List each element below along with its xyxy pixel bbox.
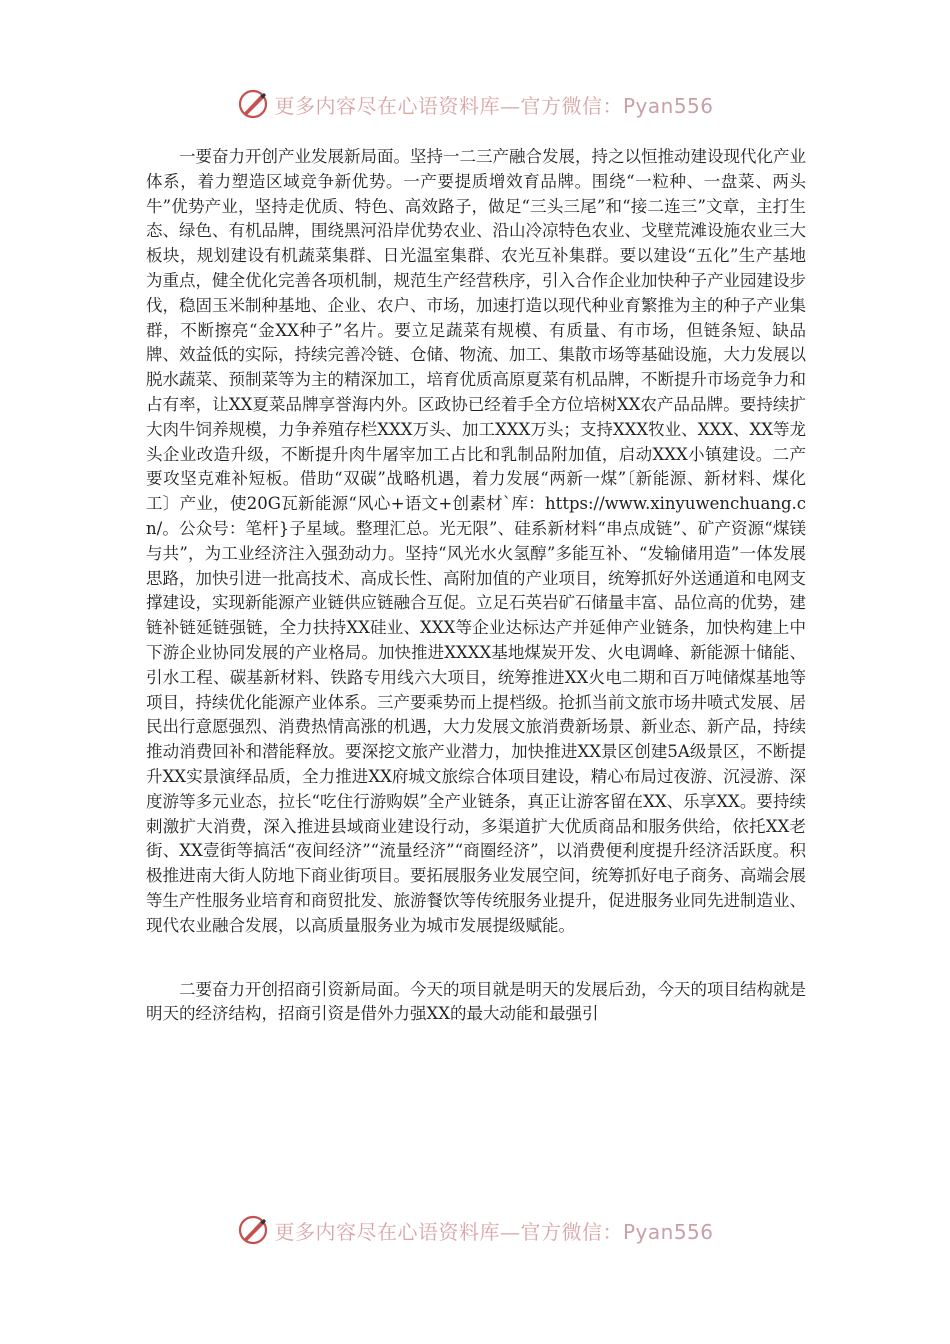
watermark-account: Pyan556 (622, 1219, 714, 1244)
pen-logo-icon (236, 1213, 270, 1247)
paragraph-investment-promotion: 二要奋力开创招商引资新局面。今天的项目就是明天的发展后劲，今天的项目结构就是明天的经济结构，招商引资是借外力强XX的最大动能和最强引 (146, 979, 806, 1024)
watermark-text: 更多内容尽在心语资料库—官方微信：Pyan556 (274, 93, 714, 118)
watermark-text: 更多内容尽在心语资料库—官方微信：Pyan556 (274, 1219, 714, 1244)
paragraph-industry-development: 一要奋力开创产业发展新局面。坚持一二三产融合发展，持之以恒推动建设现代化产业体系，着力塑造区域竞争新优势。一产要提质增效育品牌。围绕“一粒种、一盘菜、两头牛”优势产业，坚持走优质、特色、高效路子，做足“三头三尾”和“接二连三”文章，主打生态、绿色、有机品牌，围绕黑河沿岸优势农业、沿山冷凉特色农业、戈壁荒滩设施农业三大板块，规划建设有机蔬菜集群、日光温室集群、农光互补集群。要以建设“五化”生产基地为重点，健全优化完善各项机制，规范生产经营秩序，引入合作企业加快种子产业园建设步伐，稳固玉米制种基地、企业、农户、市场，加速打造以现代种业育繁推为主的种子产业集群，不断擦亮“金XX种子”名片。要立足蔬菜有规模、有质量、有市场，但链条短、缺品牌、效益低的实际，持续完善冷链、仓储、物流、加工、集散市场等基础设施，大力发展以脱水蔬菜、预制菜等为主的精深加工，培育优质高原夏菜有机品牌，不断提升市场竞争力和占有率，让XX夏菜品牌享誉海内外。区政协已经着手全方位培树XX农产品品牌。要持续扩大肉牛饲养规模，力争养殖存栏XXX万头、加工XXX万头；支持XXX牧业、XXX、XX等龙头企业改造升级，不断提升肉牛屠宰加工占比和乳制品附加值，启动XXX小镇建设。二产要攻坚克难补短板。借助“双碳”战略机遇，着力发展“两新一煤”〔新能源、新材料、煤化工〕产业，使20G瓦新能源“风心+语文+创素材`库：https://www.xinyuwenchuang.cn/。公众号：笔杆}子星域。整理汇总。光无限”、硅系新材料“串点成链”、矿产资源“煤镁与共”，为工业经济注入强劲动力。坚持“风光水火氢醇”多能互补、“发输储用造”一体发展思路，加快引进一批高技术、高成长性、高附加值的产业项目，统筹抓好外送通道和电网支撑建设，实现新能源产业链供应链融合互促。立足石英岩矿石储量丰富、品位高的优势，建链补链延链强链，全力扶持XX硅业、XXX等企业达标达产并延伸产业链条，加快构建上中下游企业协同发展的产业格局。加快推进XXXX基地煤炭开发、火电调峰、新能源十储能、引水工程、碳基新材料、铁路专用线六大项目，统筹推进XX火电二期和百万吨储煤基地等项目，持续优化能源产业体系。三产要乘势而上提档级。抢抓当前文旅市场井喷式发展、居民出行意愿强烈、消费热情高涨的机遇，大力发展文旅消费新场景、新业态、新产品，持续推动消费回补和潜能释放。要深挖文旅产业潜力，加快推进XX景区创建5A级景区，不断提升XX实景演绎品质，全力推进XX府城文旅综合体项目建设，精心布局过夜游、沉浸游、深度游等多元业态，拉长“吃住行游购娱”全产业链条，真正让游客留在XX、乐享XX。要持续刺激扩大消费，深入推进县域商业建设行动，多渠道扩大优质商品和服务供给，依托XX老街、XX壹街等搞活“夜间经济”“流量经济”“商圈经济”，以消费便利度提升经济活跃度。积极推进南大街人防地下商业街项目。要拓展服务业发展空间，统筹抓好电子商务、高端会展等生产性服务业培育和商贸批发、旅游餐饮等传统服务业提升，促进服务业同先进制造业、现代农业融合发展，以高质量服务业为城市发展提级赋能。 (146, 147, 806, 935)
pen-logo-icon (236, 87, 270, 121)
footer-watermark (0, 1210, 950, 1250)
watermark-account: Pyan556 (622, 93, 714, 118)
header-watermark (0, 84, 950, 124)
document-body (146, 145, 806, 1027)
